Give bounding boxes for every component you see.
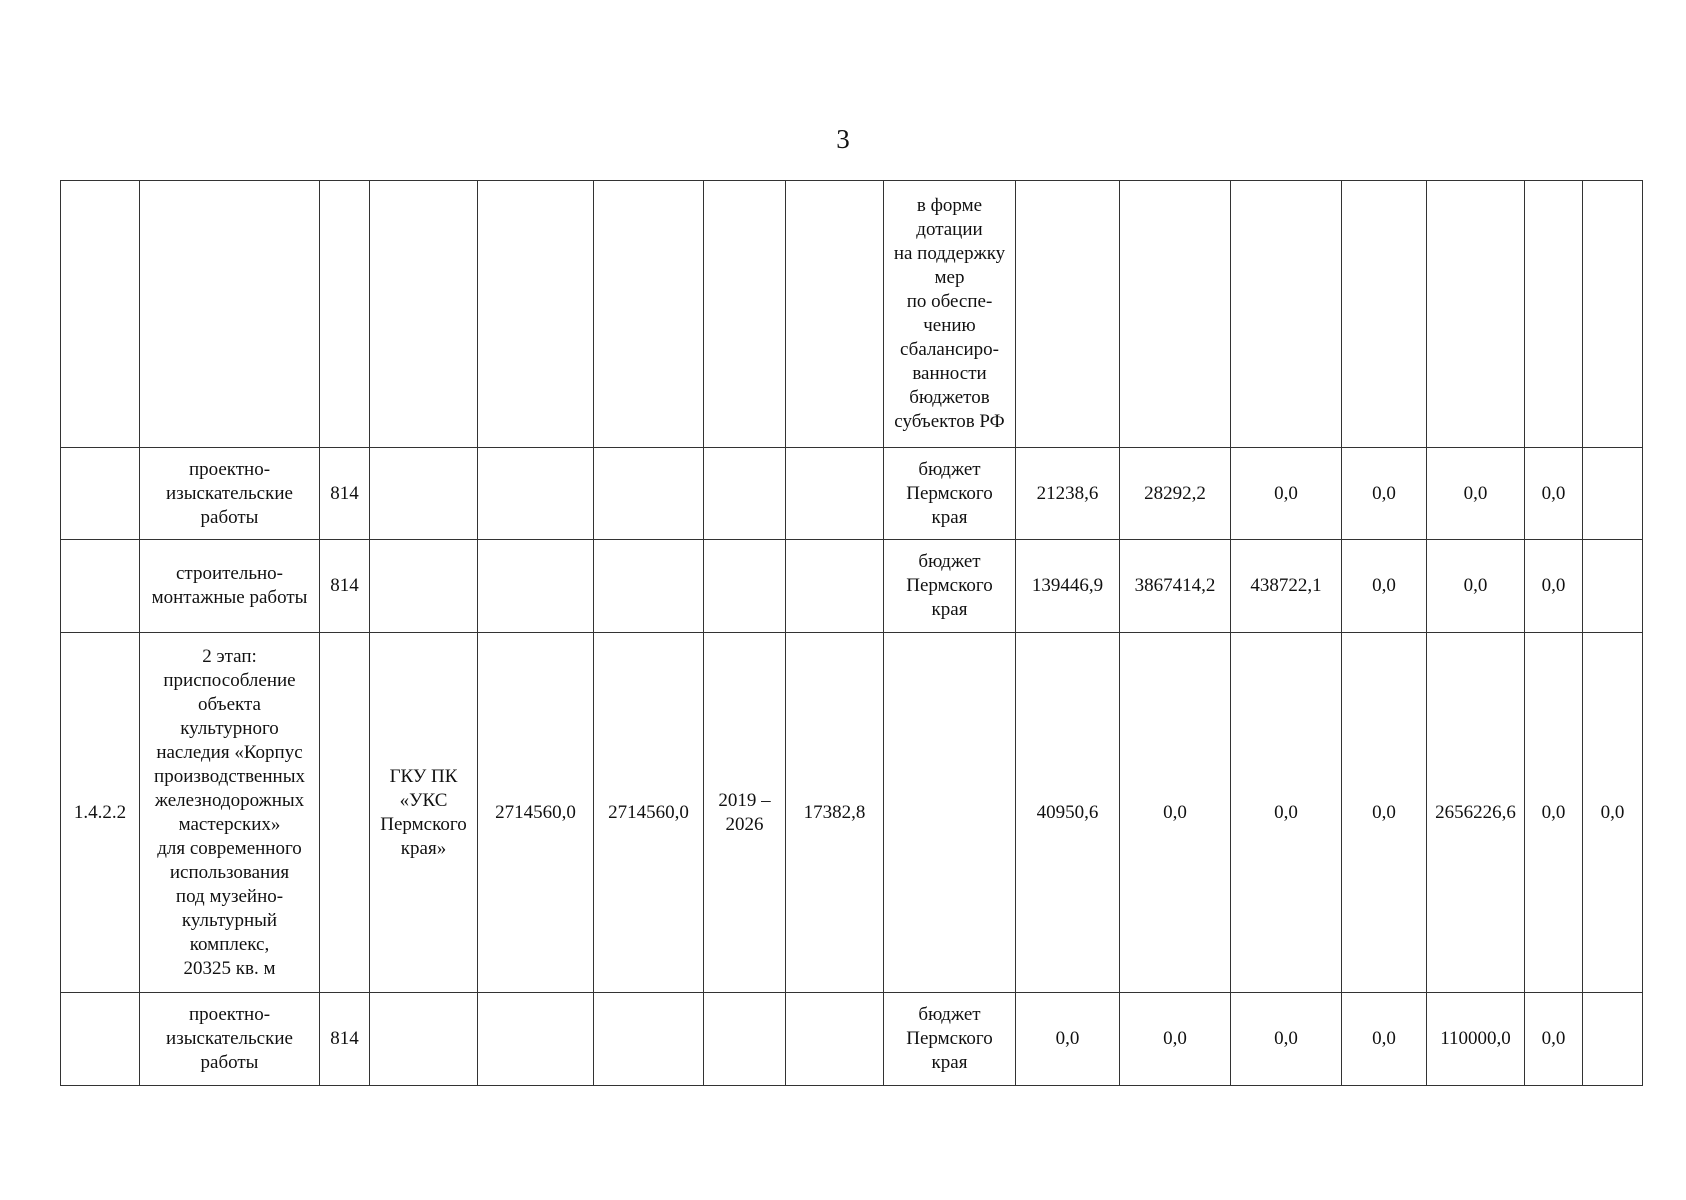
year-value-cell: 0,0 bbox=[1120, 993, 1231, 1086]
year-value-cell: 139446,9 bbox=[1016, 540, 1120, 633]
item-name-cell-line: мастерских» bbox=[178, 813, 281, 835]
table-row bbox=[61, 633, 1643, 993]
item-number-cell bbox=[61, 993, 140, 1086]
year-value-cell: 0,0 bbox=[1583, 633, 1643, 993]
year-value-cell: 0,0 bbox=[1231, 993, 1342, 1086]
item-name-cell-line: производственных bbox=[154, 765, 305, 787]
period-cell bbox=[704, 633, 786, 993]
code-cell bbox=[320, 633, 370, 993]
funding-source-cell-line: края bbox=[931, 1052, 968, 1073]
item-number-cell bbox=[61, 448, 140, 540]
executor-cell-line: ГКУ ПК bbox=[389, 765, 458, 787]
period-cell bbox=[704, 540, 786, 633]
funding-source-cell bbox=[884, 181, 1016, 448]
funding-source-cell-line: на поддержку bbox=[893, 243, 1006, 264]
funding-source-cell-line: бюджет bbox=[918, 1004, 981, 1025]
item-name-cell bbox=[140, 448, 320, 540]
funding-source-cell bbox=[884, 540, 1016, 633]
year-value-cell: 0,0 bbox=[1525, 993, 1583, 1086]
executor-cell-line: Пермского bbox=[380, 813, 467, 835]
item-name-cell-line: монтажные работы bbox=[151, 587, 308, 608]
funding-source-cell-line: бюджет bbox=[918, 551, 981, 572]
period-cell bbox=[704, 993, 786, 1086]
year-value-cell: 0,0 bbox=[1120, 633, 1231, 993]
year-value-cell: 0,0 bbox=[1231, 448, 1342, 540]
table-row bbox=[61, 993, 1643, 1086]
year-value-cell bbox=[1120, 181, 1231, 448]
year-value-cell: 2656226,6 bbox=[1427, 633, 1525, 993]
executor-cell-line: края» bbox=[400, 837, 447, 859]
period-cell-line: 2019 – bbox=[718, 789, 771, 811]
item-name-cell-line: наследия «Корпус bbox=[156, 741, 303, 763]
code-cell: 814 bbox=[320, 993, 370, 1086]
item-number-cell: 1.4.2.2 bbox=[61, 633, 140, 993]
year-value-cell: 28292,2 bbox=[1120, 448, 1231, 540]
item-name-cell-line: использования bbox=[169, 861, 290, 883]
year-value-cell bbox=[1583, 993, 1643, 1086]
year-value-cell: 0,0 bbox=[1342, 448, 1427, 540]
cost-cell bbox=[478, 181, 594, 448]
funding-source-cell-line: чению bbox=[923, 315, 976, 336]
item-name-cell-line: железнодорожных bbox=[154, 789, 305, 811]
limit-cell bbox=[594, 448, 704, 540]
year-value-cell: 438722,1 bbox=[1231, 540, 1342, 633]
funding-source-cell bbox=[884, 448, 1016, 540]
year-value-cell bbox=[1583, 181, 1643, 448]
year-value-cell bbox=[1427, 181, 1525, 448]
funding-source-cell-line: края bbox=[931, 506, 968, 528]
executor-cell bbox=[370, 181, 478, 448]
executor-cell bbox=[370, 993, 478, 1086]
year-value-cell bbox=[1231, 181, 1342, 448]
limit-cell bbox=[594, 181, 704, 448]
year-value-cell: 0,0 bbox=[1342, 993, 1427, 1086]
funding-source-cell-line: Пермского bbox=[906, 575, 993, 596]
table-row bbox=[61, 181, 1643, 448]
item-name-cell-line: под музейно- bbox=[175, 885, 284, 907]
item-name-cell-line: 20325 кв. м bbox=[183, 957, 276, 979]
funding-source-cell bbox=[884, 633, 1016, 993]
item-name-cell-line: культурный bbox=[181, 909, 278, 931]
item-name-cell-line: проектно- bbox=[188, 458, 271, 480]
capacity-cell bbox=[786, 448, 884, 540]
year-value-cell bbox=[1016, 181, 1120, 448]
item-name-cell-line: комплекс, bbox=[189, 933, 270, 955]
cost-cell bbox=[478, 540, 594, 633]
funding-source-cell-line: Пермского bbox=[906, 482, 993, 504]
cost-cell bbox=[478, 448, 594, 540]
funding-source-cell-line: бюджетов bbox=[909, 387, 990, 408]
code-cell bbox=[320, 181, 370, 448]
funding-source-cell-line: в форме bbox=[916, 195, 983, 216]
year-value-cell: 0,0 bbox=[1342, 540, 1427, 633]
funding-source-cell-line: субъектов РФ bbox=[894, 411, 1005, 432]
executor-cell bbox=[370, 448, 478, 540]
year-value-cell: 0,0 bbox=[1525, 448, 1583, 540]
funding-source-cell-line: бюджет bbox=[918, 458, 981, 480]
item-number-cell bbox=[61, 181, 140, 448]
funding-source-cell-line: Пермского bbox=[906, 1028, 993, 1049]
item-number-cell bbox=[61, 540, 140, 633]
year-value-cell: 0,0 bbox=[1342, 633, 1427, 993]
year-value-cell bbox=[1583, 448, 1643, 540]
period-cell bbox=[704, 181, 786, 448]
item-name-cell-line: изыскательские bbox=[166, 482, 293, 504]
year-value-cell: 0,0 bbox=[1016, 993, 1120, 1086]
table-row bbox=[61, 448, 1643, 540]
table-row bbox=[61, 540, 1643, 633]
limit-cell: 2714560,0 bbox=[594, 633, 704, 993]
item-name-cell bbox=[140, 540, 320, 633]
item-name-cell-line: работы bbox=[200, 506, 259, 528]
year-value-cell: 21238,6 bbox=[1016, 448, 1120, 540]
year-value-cell: 0,0 bbox=[1427, 540, 1525, 633]
limit-cell bbox=[594, 993, 704, 1086]
funding-source-cell-line: дотации bbox=[916, 219, 983, 240]
year-value-cell: 3867414,2 bbox=[1120, 540, 1231, 633]
year-value-cell: 0,0 bbox=[1525, 633, 1583, 993]
page-number: 3 bbox=[836, 124, 850, 154]
executor-cell-line: «УКС bbox=[399, 789, 448, 811]
item-name-cell bbox=[140, 993, 320, 1086]
item-name-cell-line: изыскательские bbox=[166, 1028, 293, 1049]
funding-source-cell-line: мер bbox=[934, 267, 965, 288]
year-value-cell: 110000,0 bbox=[1427, 993, 1525, 1086]
year-value-cell bbox=[1583, 540, 1643, 633]
capacity-cell bbox=[786, 540, 884, 633]
period-cell bbox=[704, 448, 786, 540]
item-name-cell-line: строительно- bbox=[175, 563, 283, 584]
code-cell: 814 bbox=[320, 540, 370, 633]
item-name-cell-line: для современного bbox=[157, 837, 302, 859]
year-value-cell: 40950,6 bbox=[1016, 633, 1120, 993]
year-value-cell: 0,0 bbox=[1427, 448, 1525, 540]
period-cell-line: 2026 bbox=[725, 813, 764, 835]
item-name-cell bbox=[140, 633, 320, 993]
code-cell: 814 bbox=[320, 448, 370, 540]
year-value-cell: 0,0 bbox=[1525, 540, 1583, 633]
executor-cell bbox=[370, 633, 478, 993]
funding-source-cell bbox=[884, 993, 1016, 1086]
budget-table bbox=[60, 180, 1643, 1086]
capacity-cell bbox=[786, 181, 884, 448]
year-value-cell bbox=[1342, 181, 1427, 448]
capacity-cell bbox=[786, 993, 884, 1086]
funding-source-cell-line: края bbox=[931, 599, 968, 620]
cost-cell bbox=[478, 993, 594, 1086]
item-name-cell-line: работы bbox=[200, 1052, 259, 1073]
item-name-cell-line: 2 этап: bbox=[202, 645, 257, 667]
cost-cell: 2714560,0 bbox=[478, 633, 594, 993]
funding-source-cell-line: сбалансиро- bbox=[900, 339, 999, 360]
item-name-cell bbox=[140, 181, 320, 448]
item-name-cell-line: объекта bbox=[198, 693, 261, 715]
funding-source-cell-line: ванности bbox=[912, 363, 987, 384]
executor-cell bbox=[370, 540, 478, 633]
item-name-cell-line: проектно- bbox=[188, 1004, 271, 1025]
capacity-cell: 17382,8 bbox=[786, 633, 884, 993]
item-name-cell-line: культурного bbox=[180, 717, 279, 739]
year-value-cell: 0,0 bbox=[1231, 633, 1342, 993]
item-name-cell-line: приспособление bbox=[163, 669, 296, 691]
funding-source-cell-line: по обеспе- bbox=[906, 291, 993, 312]
year-value-cell bbox=[1525, 181, 1583, 448]
limit-cell bbox=[594, 540, 704, 633]
